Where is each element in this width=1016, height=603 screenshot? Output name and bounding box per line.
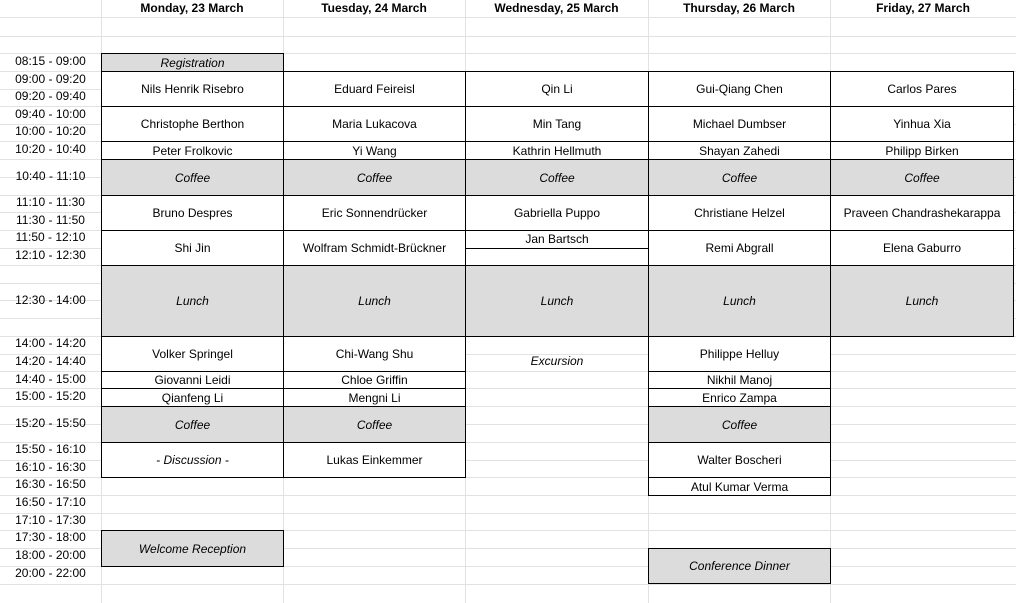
event-cell: Coffee [101,159,284,196]
time-label: 16:30 - 16:50 [15,477,86,491]
event-cell: Lunch [283,265,466,337]
time-label: 12:30 - 14:00 [15,293,86,307]
talk-cell: Volker Springel [101,336,284,372]
event-cell: Coffee [101,406,284,443]
time-label: 09:40 - 10:00 [15,107,86,121]
talk-cell: Shi Jin [101,230,284,266]
talk-cell: Walter Boscheri [648,442,831,478]
talk-cell: Lukas Einkemmer [283,442,466,478]
day-header-friday: Friday, 27 March [876,1,970,15]
talk-cell: Eduard Feireisl [283,71,466,107]
talk-cell: Min Tang [465,106,649,142]
talk-cell: Carlos Pares [830,71,1014,107]
time-label: 18:00 - 20:00 [15,548,86,562]
time-label: 11:50 - 12:10 [15,230,86,244]
time-label: 20:00 - 22:00 [15,566,86,580]
talk-cell: Giovanni Leidi [101,371,284,389]
time-label: 11:10 - 11:30 [16,195,85,209]
talk-cell: Philippe Helluy [648,336,831,372]
time-label: 10:20 - 10:40 [15,142,86,156]
talk-cell: Remi Abgrall [648,230,831,266]
talk-cell: Peter Frolkovic [101,141,284,160]
time-label: 14:00 - 14:20 [15,336,86,350]
time-label: 15:20 - 15:50 [15,416,86,430]
event-cell: Lunch [101,265,284,337]
talk-cell: Yi Wang [283,141,466,160]
event-cell: Lunch [648,265,831,337]
empty-slot-cell [465,248,649,266]
talk-cell: Michael Dumbser [648,106,831,142]
day-header-monday: Monday, 23 March [140,1,244,15]
time-label: 15:00 - 15:20 [15,389,86,403]
time-label: 14:20 - 14:40 [15,354,86,368]
time-label: 14:40 - 15:00 [15,372,86,386]
talk-cell: Wolfram Schmidt-Brückner [283,230,466,266]
talk-cell: Nils Henrik Risebro [101,71,284,107]
day-header-wednesday: Wednesday, 25 March [494,1,619,15]
time-label: 12:10 - 12:30 [15,248,86,262]
talk-cell: Gui-Qiang Chen [648,71,831,107]
grid-line-horizontal [0,17,1016,18]
talk-cell: Yinhua Xia [830,106,1014,142]
grid-line-horizontal [0,495,1016,496]
talk-cell: Shayan Zahedi [648,141,831,160]
event-cell: Coffee [283,159,466,196]
time-label: 08:15 - 09:00 [15,54,86,68]
talk-cell: Maria Lukacova [283,106,466,142]
time-label: 10:40 - 11:10 [15,169,86,183]
talk-cell: Kathrin Hellmuth [465,141,649,160]
time-label: 10:00 - 10:20 [15,124,86,138]
talk-cell: Atul Kumar Verma [648,477,831,496]
talk-cell: Nikhil Manoj [648,371,831,389]
talk-cell: Qin Li [465,71,649,107]
talk-cell: Praveen Chandrashekarappa [830,195,1014,231]
talk-cell: Mengni Li [283,388,466,407]
talk-cell: Bruno Despres [101,195,284,231]
time-label: 15:50 - 16:10 [15,442,86,456]
time-label: 16:10 - 16:30 [15,460,86,474]
talk-cell: Christiane Helzel [648,195,831,231]
talk-cell: Chi-Wang Shu [283,336,466,372]
event-cell: Coffee [465,159,649,196]
discussion-cell: - Discussion - [101,442,284,478]
time-label: 17:30 - 18:00 [15,530,86,544]
grid-line-horizontal [0,513,1016,514]
day-header-tuesday: Tuesday, 24 March [321,1,427,15]
event-cell: Conference Dinner [648,548,831,584]
talk-cell: Chloe Griffin [283,371,466,389]
event-cell: Coffee [830,159,1014,196]
excursion-label: Excursion [530,354,584,368]
time-label: 17:10 - 17:30 [15,513,86,527]
talk-cell: Jan Bartsch [465,230,649,249]
grid-line-horizontal [0,36,1016,37]
event-cell: Lunch [465,265,649,337]
talk-cell: Qianfeng Li [101,388,284,407]
event-cell: Coffee [283,406,466,443]
time-label: 11:30 - 11:50 [16,213,85,227]
time-label: 09:20 - 09:40 [15,89,86,103]
day-header-thursday: Thursday, 26 March [683,1,795,15]
talk-cell: Enrico Zampa [648,388,831,407]
event-cell: Welcome Reception [101,530,284,567]
event-cell: Coffee [648,159,831,196]
event-cell: Lunch [830,265,1014,337]
talk-cell: Eric Sonnendrücker [283,195,466,231]
time-label: 16:50 - 17:10 [15,495,86,509]
talk-cell: Philipp Birken [830,141,1014,160]
time-label: 09:00 - 09:20 [15,72,86,86]
talk-cell: Elena Gaburro [830,230,1014,266]
event-cell: Coffee [648,406,831,443]
event-cell: Registration [101,53,284,72]
grid-line-horizontal [0,584,1016,585]
talk-cell: Christophe Berthon [101,106,284,142]
talk-cell: Gabriella Puppo [465,195,649,231]
